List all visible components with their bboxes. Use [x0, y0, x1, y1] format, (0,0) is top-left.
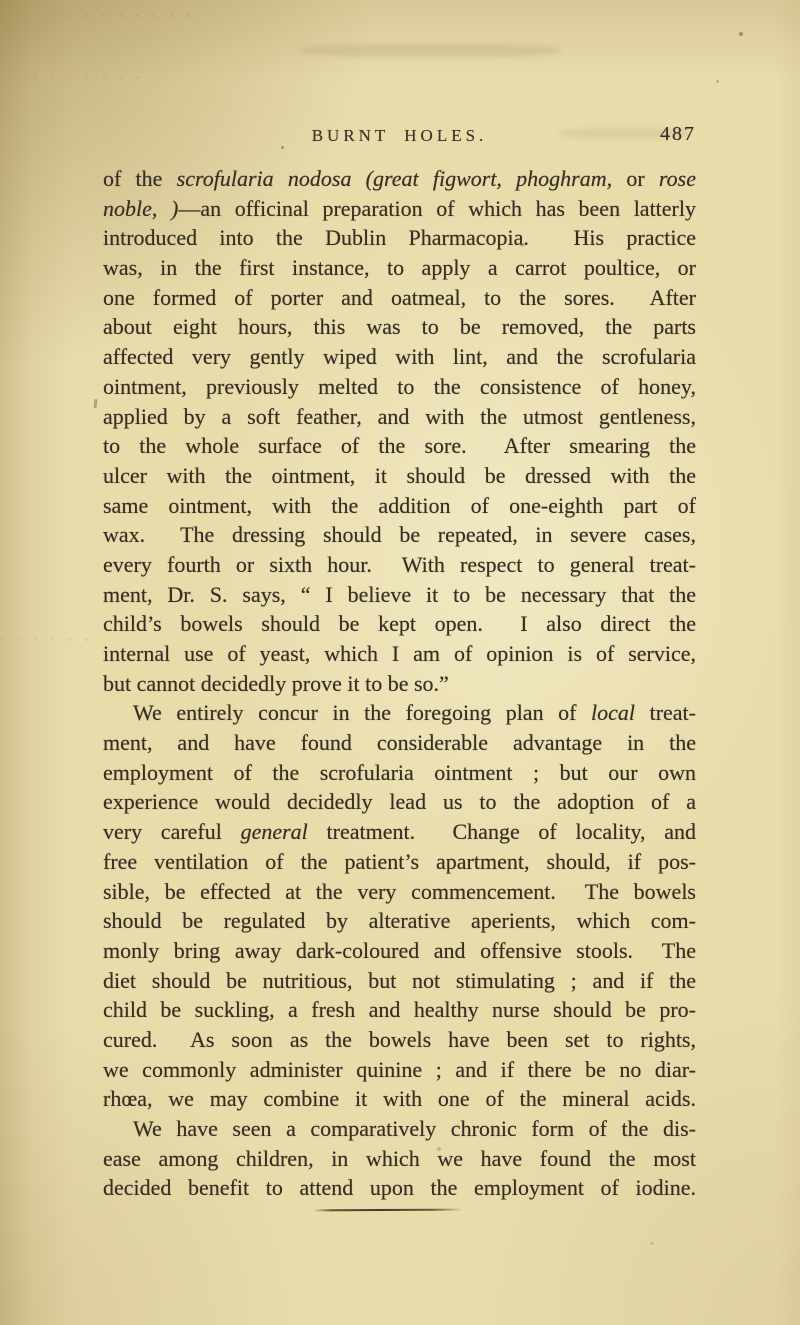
section-divider-rule — [313, 1209, 463, 1212]
text-line — [103, 402, 696, 432]
text-segment: was, in the first instance, to apply a carrot poultice, or — [103, 255, 696, 281]
text-segment: cured. As soon as the bowels have been set to rights, — [103, 1026, 696, 1052]
text-line — [103, 1084, 696, 1114]
text-segment: we commonly administer quinine ; and if there be no diar- — [103, 1056, 696, 1082]
text-line — [103, 698, 696, 728]
text-line — [103, 461, 696, 491]
text-line — [103, 639, 696, 669]
paper-speck — [739, 32, 743, 36]
text-segment: affected very gently wiped with lint, and the scrofularia — [103, 344, 696, 370]
text-segment: child’s bowels should be kept open. I also direct the — [103, 611, 696, 637]
paper-stain — [520, 243, 525, 247]
text-segment: to the whole surface of the sore. After smearing the — [103, 433, 696, 459]
text-line — [103, 787, 696, 817]
text-segment: ointment, previously melted to the consistence of honey, — [103, 373, 696, 399]
text-segment: sible, be effected at the very commencement. The bowels — [103, 878, 696, 904]
text-segment: child be suckling, a fresh and healthy nurse should be pro- — [103, 997, 696, 1023]
text-line — [103, 580, 696, 610]
text-line — [103, 1055, 696, 1085]
text-line — [103, 491, 696, 521]
text-segment: every fourth or sixth hour. With respect to general treat- — [103, 551, 696, 577]
text-line — [103, 1173, 696, 1203]
text-line — [103, 342, 696, 372]
text-line — [103, 847, 696, 877]
page-body — [103, 164, 696, 1203]
text-line — [103, 995, 696, 1025]
text-segment: applied by a soft feather, and with the utmost gentleness, — [103, 403, 696, 429]
text-line — [103, 906, 696, 936]
paper-speck — [437, 1147, 441, 1151]
text-segment: introduced into the Dublin Pharmacopia. His practice — [103, 225, 696, 251]
italic-text-segment: general — [240, 819, 308, 845]
text-segment: same ointment, with the addition of one-eighth part of — [103, 492, 696, 518]
text-line — [103, 1144, 696, 1174]
text-line — [103, 1025, 696, 1055]
text-line — [103, 253, 696, 283]
text-line — [103, 609, 696, 639]
text-segment: of the — [103, 166, 177, 191]
text-line — [103, 194, 696, 224]
text-segment: about eight hours, this was to be removed, the parts — [103, 314, 696, 340]
text-line — [103, 758, 696, 788]
text-segment: monly bring away dark-coloured and offensive stools. The — [103, 937, 696, 963]
text-segment: —an officinal preparation of which has been latterly — [178, 195, 696, 221]
text-line — [103, 312, 696, 342]
text-segment: rhœa, we may combine it with one of the mineral acids. — [103, 1086, 696, 1112]
page-number: 487 — [660, 123, 696, 145]
text-segment: but cannot decidedly prove it to be so.” — [103, 670, 449, 696]
page-header — [103, 123, 696, 152]
text-segment: We have seen a comparatively chronic form of the dis- — [133, 1116, 696, 1141]
text-line — [103, 223, 696, 253]
italic-text-segment: scrofularia nodosa (great figwort, phoghram, — [176, 166, 613, 191]
running-header-title: BURNT HOLES. — [311, 126, 488, 145]
text-line — [103, 550, 696, 580]
italic-text-segment: noble, ) — [103, 195, 179, 221]
text-line — [103, 877, 696, 907]
text-segment: experience would decidedly lead us to the adoption of a — [103, 789, 696, 815]
text-segment: wax. The dressing should be repeated, in severe cases, — [103, 522, 696, 548]
text-line — [103, 966, 696, 996]
text-line — [103, 728, 696, 758]
text-segment: We entirely concur in the foregoing plan of — [133, 700, 592, 726]
text-segment: employment of the scrofularia ointment ; but our own — [103, 759, 696, 785]
paper-speck — [650, 1242, 654, 1245]
text-line — [103, 283, 696, 313]
paper-speck-row — [0, 14, 200, 17]
text-line — [103, 936, 696, 966]
text-line — [103, 817, 696, 847]
text-line — [103, 431, 696, 461]
italic-text-segment: local — [591, 700, 636, 726]
text-segment: should be regulated by alterative aperients, which com- — [103, 908, 696, 934]
paper-speck-row — [0, 638, 90, 641]
text-segment: treatment. Change of locality, and — [307, 819, 696, 845]
text-line — [103, 669, 696, 699]
text-segment: decided benefit to attend upon the employment of iodine. — [103, 1175, 696, 1201]
text-segment: or — [612, 166, 659, 191]
text-segment: diet should be nutritious, but not stimulating ; and if the — [103, 967, 696, 993]
text-segment: ment, and have found considerable advantage in the — [103, 730, 696, 756]
text-segment: very careful — [103, 819, 241, 845]
text-segment: treat- — [635, 700, 696, 726]
text-line — [103, 520, 696, 550]
margin-mark — [94, 399, 98, 408]
text-segment: ease among children, in which we have found the most — [103, 1145, 696, 1171]
bleedthrough-smudge — [300, 44, 560, 57]
italic-text-segment: rose — [658, 166, 696, 191]
text-segment: ment, Dr. S. says, “ I believe it to be necessary that the — [103, 581, 696, 607]
text-line — [103, 164, 696, 194]
text-segment: free ventilation of the patient’s apartment, should, if pos- — [103, 848, 696, 874]
paper-speck — [716, 80, 719, 83]
text-line — [103, 1114, 696, 1144]
text-segment: ulcer with the ointment, it should be dressed with the — [103, 462, 696, 488]
text-segment: one formed of porter and oatmeal, to the sores. After — [103, 284, 696, 310]
paper-speck-row — [0, 76, 150, 79]
paper-speck — [281, 146, 284, 149]
text-line — [103, 372, 696, 402]
text-segment: internal use of yeast, which I am of opinion is of service, — [103, 641, 696, 666]
